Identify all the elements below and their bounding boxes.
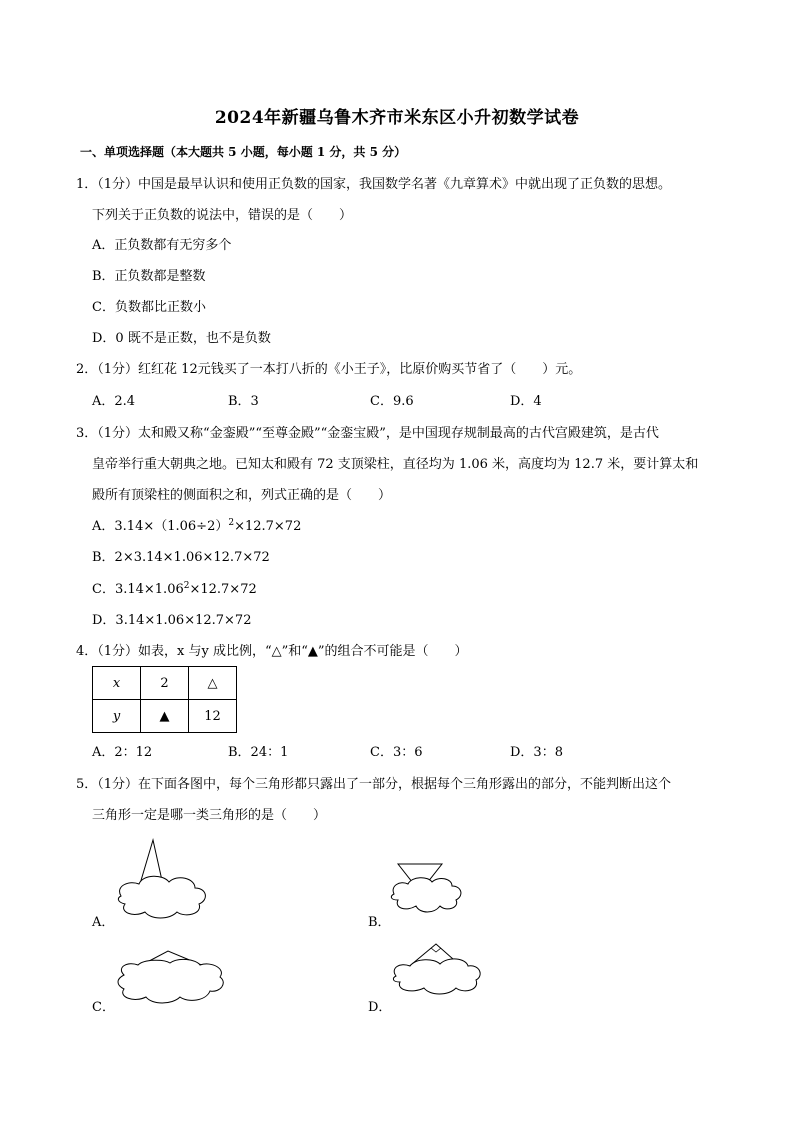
q3-option-a-exponent: 2: [228, 518, 235, 528]
q2-option-c: C．9.6: [370, 394, 414, 409]
page-title: 2024年新疆乌鲁木齐市米东区小升初数学试卷: [214, 108, 580, 128]
cloud-shape: [391, 878, 461, 912]
q3-option-b: B．2×3.14×1.06×12.7×72: [92, 550, 270, 565]
q5-stem-line1: 5．（1分）在下面各图中，每个三角形都只露出了一部分，根据每个三角形露出的部分，不能判断出这个: [76, 777, 672, 792]
right-angle-mark-icon: [431, 948, 441, 952]
q5-option-d-label: D．: [368, 1000, 392, 1015]
q4-option-a: A．2：12: [92, 745, 153, 760]
table-row-x: [93, 667, 237, 700]
q3-option-d: D．3.14×1.06×12.7×72: [92, 613, 252, 628]
q3-stem-line1: 3．（1分）太和殿又称“金銮殿”“至尊金殿”“金銮宝殿”，是中国现存规制最高的古代宫殿建筑，是古代: [76, 426, 659, 441]
q5-figure-a: [115, 836, 215, 926]
q3-option-a: [92, 519, 301, 535]
q5-stem-line2: 三角形一定是哪一类三角形的是（ ）: [92, 808, 327, 823]
q4-stem: 4．（1分）如表，x 与y 成比例，“△”和“▲”的组合不可能是（ ）: [76, 644, 468, 659]
q5-figure-d: [390, 940, 500, 1010]
q3-option-a-rest: ×12.7×72: [234, 519, 302, 534]
q5-option-c-label: C．: [92, 1000, 115, 1015]
q2-option-a: A．2.4: [92, 394, 136, 409]
q5-option-b-label: B．: [368, 915, 391, 930]
q1-option-c: C．负数都比正数小: [92, 300, 206, 315]
section-heading: 一、单项选择题（本大题共 5 小题，每小题 1 分，共 5 分）: [80, 145, 407, 159]
q3-option-c-base: C．3.14×1.06: [92, 582, 184, 597]
cloud-shape: [118, 959, 223, 1003]
q3-option-c: [92, 582, 257, 598]
q2-option-b: B．3: [228, 394, 259, 409]
q5-figure-c: [116, 947, 236, 1017]
q5-figure-b: [390, 860, 490, 930]
table-cell-y-2: 12: [189, 700, 237, 733]
q1-option-b: B．正负数都是整数: [92, 269, 206, 284]
q3-stem-line3: 殿所有顶梁柱的侧面积之和，列式正确的是（ ）: [92, 488, 392, 503]
table-cell-y-1: ▲: [141, 700, 189, 733]
cloud-shape: [118, 876, 205, 918]
q3-option-c-rest: ×12.7×72: [189, 582, 257, 597]
q2-option-d: D．4: [510, 394, 542, 409]
q3-option-c-exponent: 2: [183, 581, 190, 591]
q4-option-c: C．3：6: [370, 745, 423, 760]
q1-stem-line2: 下列关于正负数的说法中，错误的是（ ）: [92, 208, 353, 223]
q1-stem-line1: 1．（1分）中国是最早认识和使用正负数的国家，我国数学名著《九章算术》中就出现了正负数的思想。: [76, 177, 672, 192]
table-cell-x-label: x: [93, 667, 141, 700]
q1-option-d: D．0 既不是正数，也不是负数: [92, 331, 271, 346]
table-cell-x-2: △: [189, 667, 237, 700]
cloud-shape: [393, 959, 480, 994]
q3-stem-line2: 皇帝举行重大朝典之地。已知太和殿有 72 支顶梁柱，直径均为 1.06 米，高度均为 12.7 米，要计算太和: [92, 457, 699, 472]
q2-stem: 2．（1分）红红花 12元钱买了一本打八折的《小王子》，比原价购买节省了（ ）元。: [76, 362, 582, 377]
q5-option-a-label: A．: [92, 915, 115, 930]
q4-option-b: B．24：1: [228, 745, 289, 760]
table-row-y: [93, 700, 237, 733]
q4-option-d: D．3：8: [510, 745, 563, 760]
q1-option-a: A．正负数都有无穷多个: [92, 238, 232, 253]
table-cell-x-1: 2: [141, 667, 189, 700]
proportion-table: [92, 666, 237, 733]
table-cell-y-label: y: [93, 700, 141, 733]
q3-option-a-base: A．3.14×（1.06÷2）: [92, 519, 229, 534]
